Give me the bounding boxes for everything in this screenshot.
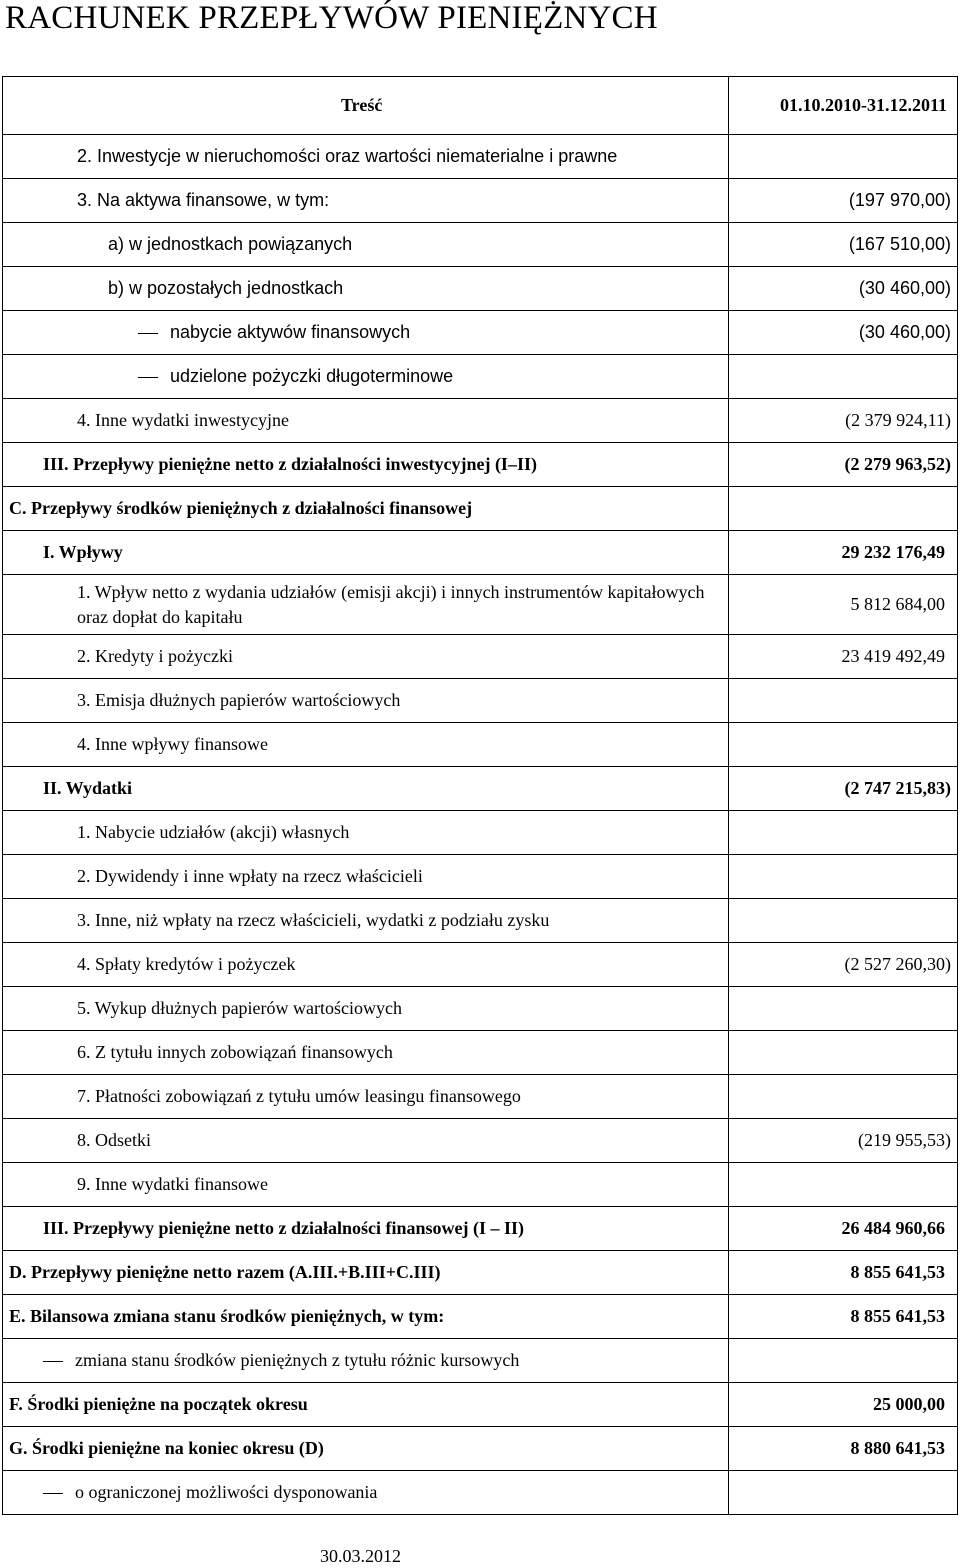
dash-marker [43, 1361, 63, 1362]
header-label: Treść [3, 77, 729, 135]
row-label: nabycie aktywów finansowych [3, 311, 729, 355]
row-value [729, 987, 958, 1031]
row-value: 29 232 176,49 [729, 531, 958, 575]
row-value: (197 970,00) [729, 179, 958, 223]
report-date: 30.03.2012 [320, 1546, 401, 1566]
row-value: (219 955,53) [729, 1119, 958, 1163]
table-row [3, 1339, 958, 1383]
table-row [3, 1427, 958, 1471]
table-row [3, 443, 958, 487]
row-value [729, 1471, 958, 1515]
row-label: o ograniczonej możliwości dysponowania [3, 1471, 729, 1515]
table-row [3, 1295, 958, 1339]
row-label: F. Środki pieniężne na początek okresu [3, 1383, 729, 1427]
table-row [3, 1251, 958, 1295]
header-period: 01.10.2010-31.12.2011 [729, 77, 958, 135]
table-row [3, 767, 958, 811]
row-label: 2. Kredyty i pożyczki [3, 635, 729, 679]
row-value: 8 855 641,53 [729, 1251, 958, 1295]
row-value [729, 723, 958, 767]
row-value: 23 419 492,49 [729, 635, 958, 679]
table-row [3, 1031, 958, 1075]
table-row [3, 635, 958, 679]
row-label: II. Wydatki [3, 767, 729, 811]
table-row [3, 723, 958, 767]
row-label: udzielone pożyczki długoterminowe [3, 355, 729, 399]
table-row [3, 1163, 958, 1207]
row-label: 9. Inne wydatki finansowe [3, 1163, 729, 1207]
table-row [3, 399, 958, 443]
row-label: 1. Wpływ netto z wydania udziałów (emisji akcji) i innych instrumentów kapitałowych oraz dopłat do kapitału [3, 575, 729, 635]
row-label: D. Przepływy pieniężne netto razem (A.III.+B.III+C.III) [3, 1251, 729, 1295]
table-row [3, 575, 958, 635]
row-value: (2 379 924,11) [729, 399, 958, 443]
row-label: 1. Nabycie udziałów (akcji) własnych [3, 811, 729, 855]
row-label: 3. Na aktywa finansowe, w tym: [3, 179, 729, 223]
row-value [729, 135, 958, 179]
row-label: 4. Spłaty kredytów i pożyczek [3, 943, 729, 987]
table-row [3, 487, 958, 531]
row-label: 6. Z tytułu innych zobowiązań finansowych [3, 1031, 729, 1075]
table-row [3, 355, 958, 399]
row-value [729, 679, 958, 723]
table-row [3, 987, 958, 1031]
row-label: E. Bilansowa zmiana stanu środków pieniężnych, w tym: [3, 1295, 729, 1339]
table-row [3, 1471, 958, 1515]
table-row [3, 1075, 958, 1119]
table-row [3, 811, 958, 855]
dash-marker [138, 333, 158, 334]
row-value: (2 527 260,30) [729, 943, 958, 987]
row-label: 5. Wykup dłużnych papierów wartościowych [3, 987, 729, 1031]
cash-flow-table [2, 76, 958, 1515]
row-value: 8 880 641,53 [729, 1427, 958, 1471]
row-label: III. Przepływy pieniężne netto z działalności inwestycyjnej (I–II) [3, 443, 729, 487]
row-label: C. Przepływy środków pieniężnych z działalności finansowej [3, 487, 729, 531]
table-row [3, 679, 958, 723]
table-header-row [3, 77, 958, 135]
table-row [3, 179, 958, 223]
row-value: (30 460,00) [729, 267, 958, 311]
dash-marker [43, 1493, 63, 1494]
dash-marker [138, 377, 158, 378]
table-row [3, 223, 958, 267]
row-label: G. Środki pieniężne na koniec okresu (D) [3, 1427, 729, 1471]
table-row [3, 1207, 958, 1251]
row-label: 3. Emisja dłużnych papierów wartościowych [3, 679, 729, 723]
row-value [729, 355, 958, 399]
row-value: 26 484 960,66 [729, 1207, 958, 1251]
table-row [3, 1383, 958, 1427]
table-row [3, 267, 958, 311]
table-row [3, 135, 958, 179]
row-value [729, 1163, 958, 1207]
row-value: (30 460,00) [729, 311, 958, 355]
table-row [3, 311, 958, 355]
row-value [729, 487, 958, 531]
table-row [3, 1119, 958, 1163]
row-label: b) w pozostałych jednostkach [3, 267, 729, 311]
row-value [729, 899, 958, 943]
table-row [3, 855, 958, 899]
row-label: 4. Inne wpływy finansowe [3, 723, 729, 767]
row-value: 5 812 684,00 [729, 575, 958, 635]
row-label: 2. Inwestycje w nieruchomości oraz wartości niematerialne i prawne [3, 135, 729, 179]
row-label: 2. Dywidendy i inne wpłaty na rzecz właścicieli [3, 855, 729, 899]
row-label: a) w jednostkach powiązanych [3, 223, 729, 267]
row-label: zmiana stanu środków pieniężnych z tytułu różnic kursowych [3, 1339, 729, 1383]
row-value [729, 1075, 958, 1119]
row-value: (2 747 215,83) [729, 767, 958, 811]
row-value [729, 1339, 958, 1383]
row-label: 4. Inne wydatki inwestycyjne [3, 399, 729, 443]
table-row [3, 531, 958, 575]
row-value: (167 510,00) [729, 223, 958, 267]
page-title: RACHUNEK PRZEPŁYWÓW PIENIĘŻNYCH [5, 0, 658, 36]
table-row [3, 899, 958, 943]
row-value [729, 855, 958, 899]
table-row [3, 943, 958, 987]
row-label: 8. Odsetki [3, 1119, 729, 1163]
row-label: 7. Płatności zobowiązań z tytułu umów leasingu finansowego [3, 1075, 729, 1119]
row-label: I. Wpływy [3, 531, 729, 575]
row-value [729, 811, 958, 855]
row-label: III. Przepływy pieniężne netto z działalności finansowej (I – II) [3, 1207, 729, 1251]
row-label: 3. Inne, niż wpłaty na rzecz właścicieli, wydatki z podziału zysku [3, 899, 729, 943]
row-value [729, 1031, 958, 1075]
row-value: (2 279 963,52) [729, 443, 958, 487]
row-value: 25 000,00 [729, 1383, 958, 1427]
row-value: 8 855 641,53 [729, 1295, 958, 1339]
